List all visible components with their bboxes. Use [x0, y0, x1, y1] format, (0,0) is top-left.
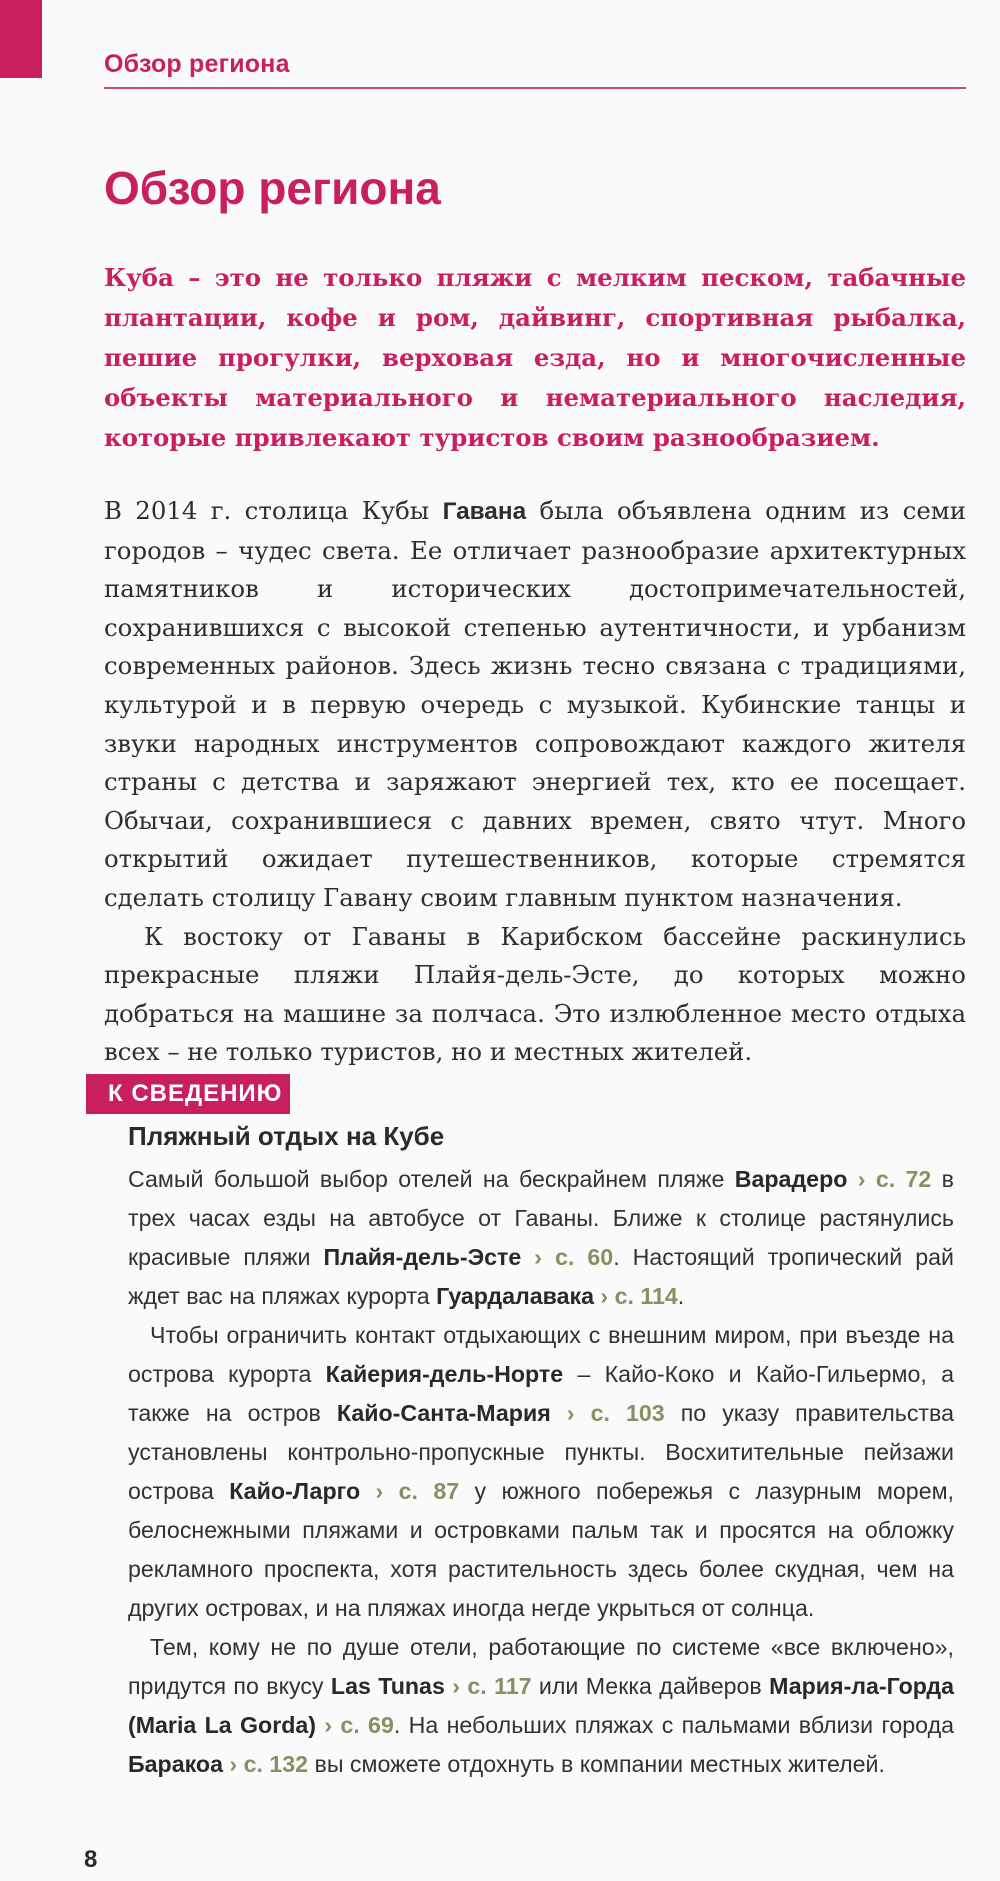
text-run: была объявлена одним из семи городов – чудес света. Ее отличает разнообразие архитектурных памятников и исторических достопримечательностей, сохранившихся с высокой степенью аутентичности, и урбанизм современных районов. Здесь жизнь тесно связана с традициями, культурой и в первую очередь с музыкой. Кубинские танцы и звуки народных инструментов сопровождают каждого жителя страны с детства и заряжают энергией тех, кто ее посещает. Обычаи, сохранившиеся с давних времен, свято чтут. Много открытий ожидает путешественников, которые стремятся сделать столицу Гавану своим главным пунктом назначения.: [104, 496, 966, 912]
place-name: Варадеро: [734, 1166, 848, 1192]
text-run: – Кайо-Коко и Кайо-Гильермо, а также на остров: [128, 1361, 954, 1426]
page-reference: › с. 117: [444, 1673, 532, 1699]
page-reference: › с. 60: [521, 1244, 614, 1270]
text-run: . На небольших пляжах с пальмами вблизи города: [393, 1712, 954, 1738]
place-name: Плайя-дель-Эсте: [323, 1244, 522, 1270]
page-reference: › с. 72: [847, 1166, 932, 1192]
text-run: . Настоящий тропический рай ждет вас на пляжах курорта: [128, 1244, 954, 1309]
page-reference: › с. 132: [222, 1751, 309, 1777]
body-paragraph: [104, 492, 966, 918]
place-name: Las Tunas: [330, 1673, 445, 1699]
text-run: у южного побережья с лазурным морем, белоснежными пляжами и островками пальм так и просятся на обложку рекламного проспекта, хотя растительность здесь более скудная, чем на других островах, и на пляжах иногда негде укрыться от солнца.: [128, 1478, 954, 1621]
text-run: Чтобы ограничить контакт отдыхающих с внешним миром, при въезде на острова курорта: [128, 1322, 954, 1387]
main-text: [104, 492, 966, 1072]
place-name: Кайо-Санта-Мария: [336, 1400, 551, 1426]
info-box-tag: К СВЕДЕНИЮ: [86, 1074, 290, 1114]
section-corner-tab: [0, 0, 42, 78]
place-name-havana: Гавана: [442, 498, 527, 525]
info-box-heading: Пляжный отдых на Кубе: [128, 1121, 445, 1151]
text-run: .: [677, 1283, 685, 1309]
running-header: Обзор региона: [104, 50, 290, 78]
page-number: 8: [84, 1846, 98, 1873]
info-box-text: [128, 1160, 954, 1784]
place-name: Кайо-Ларго: [229, 1478, 361, 1504]
page-reference: › с. 103: [550, 1400, 665, 1426]
header-divider: [104, 87, 966, 89]
text-run: вы сможете отдохнуть в компании местных жителей.: [308, 1751, 885, 1777]
place-name: Кайерия-дель-Норте: [325, 1361, 564, 1387]
text-run: В 2014 г. столица Кубы: [104, 496, 443, 525]
intro-paragraph: Куба – это не только пляжи с мелким песком, табачные плантации, кофе и ром, дайвинг, спортивная рыбалка, пешие прогулки, верховая езда, но и многочисленные объекты материального и нематериального наследия, которые привлекают туристов своим разнообразием.: [104, 263, 966, 452]
body-paragraph: К востоку от Гаваны в Карибском бассейне раскинулись прекрасные пляжи Плайя-дель-Эсте, до которых можно добраться на машине за полчаса. Это излюбленное место отдыха всех – не только туристов, но и местных жителей.: [104, 921, 966, 1067]
info-paragraph: [128, 1160, 954, 1316]
text-run: или Мекка дайверов: [531, 1673, 770, 1699]
info-paragraph: [128, 1316, 954, 1628]
text-run: Самый большой выбор отелей на бескрайнем пляже: [128, 1166, 735, 1192]
info-paragraph: [128, 1628, 954, 1784]
text-run: Тем, кому не по душе отели, работающие по системе «все включено», придутся по вкусу: [128, 1634, 954, 1699]
text-run: по указу правительства установлены контрольно-пропускные пункты. Восхитительные пейзажи острова: [128, 1400, 955, 1504]
page-reference: › с. 69: [316, 1712, 394, 1738]
page-reference: › с. 114: [593, 1283, 678, 1309]
text-run: в трех часах езды на автобусе от Гаваны. Ближе к столице растянулись красивые пляжи: [128, 1166, 954, 1270]
page-title: Обзор региона: [104, 162, 441, 214]
page-reference: › с. 87: [360, 1478, 460, 1504]
place-name: Гуардалавака: [436, 1283, 594, 1309]
place-name: Мария-ла-Горда (Maria La Gorda): [128, 1673, 954, 1738]
place-name: Баракоа: [128, 1751, 223, 1777]
